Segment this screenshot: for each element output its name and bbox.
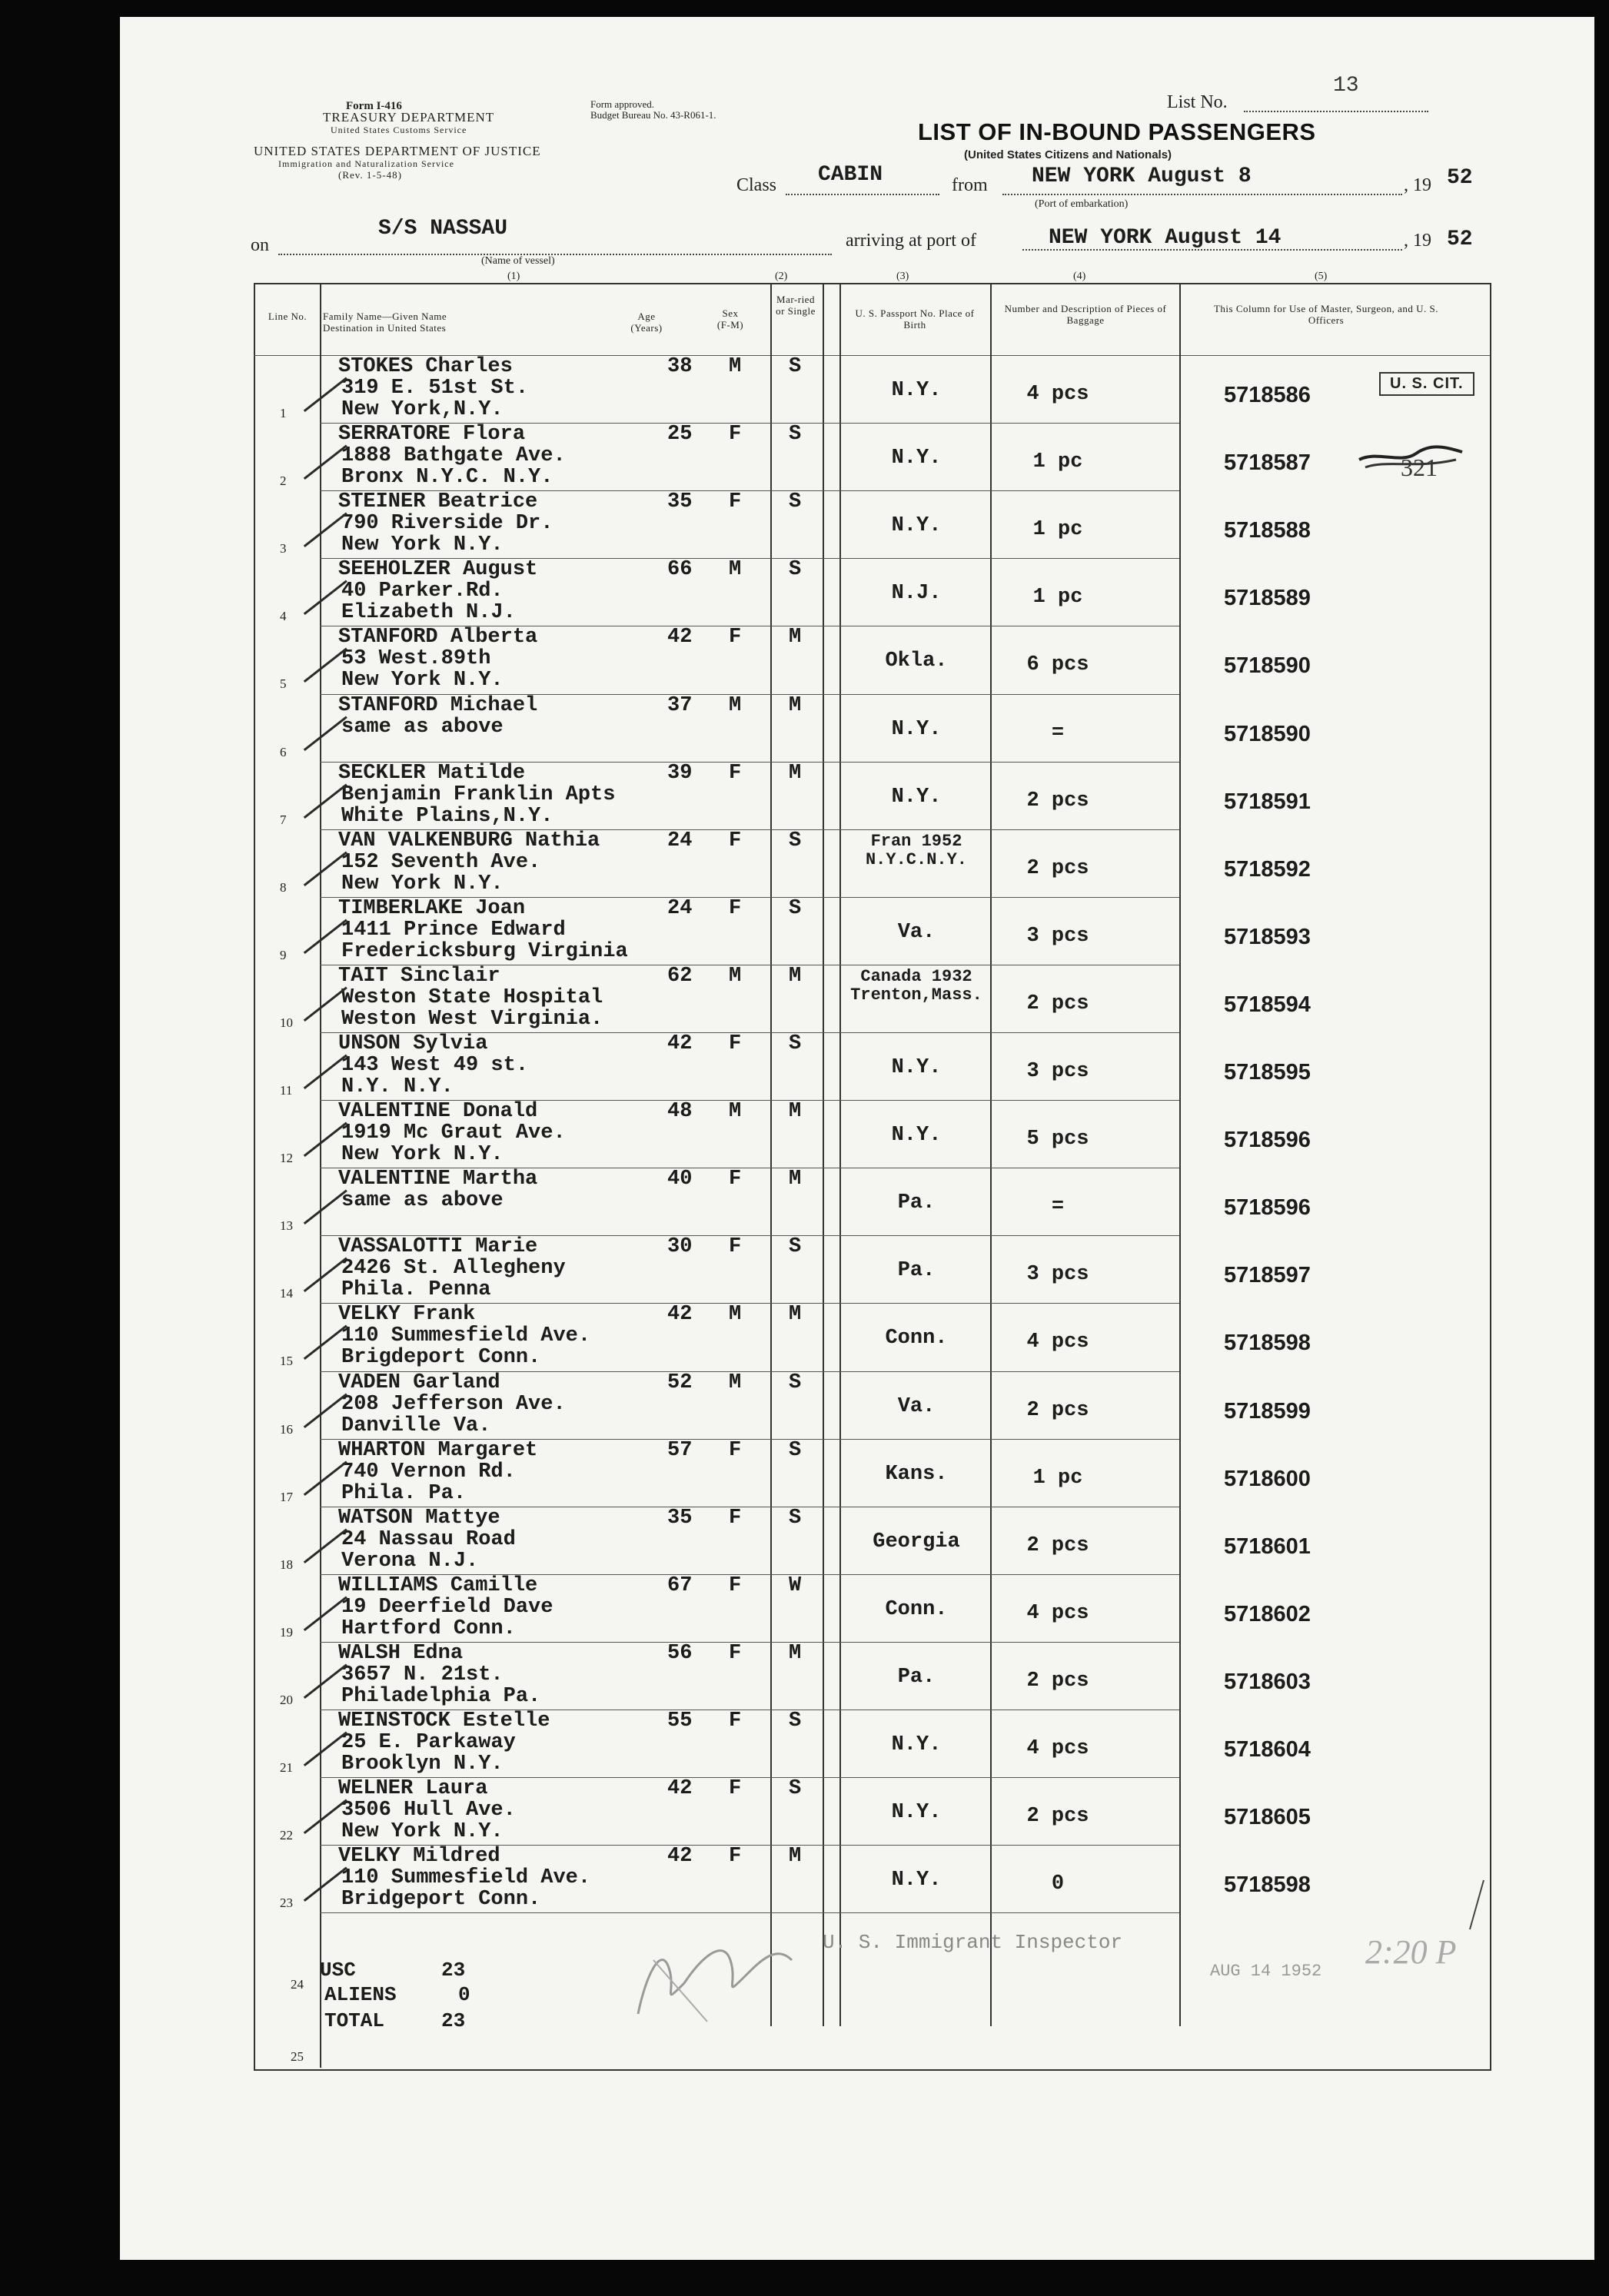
hdr-baggage: Number and Description of Pieces of Baggage	[1004, 303, 1167, 326]
age: 42	[667, 1303, 693, 1327]
hdr-passport: U. S. Passport No. Place of Birth	[855, 307, 975, 331]
address-city: New York N.Y.	[341, 872, 504, 895]
line-number: 21	[280, 1760, 293, 1775]
baggage: 1 pc	[1032, 518, 1083, 542]
baggage: =	[1051, 721, 1065, 745]
line-number: 18	[280, 1557, 293, 1572]
baggage: 3 pcs	[1026, 924, 1089, 948]
marital-status: S	[789, 829, 802, 852]
passenger-name: SEEHOLZER August	[338, 558, 538, 582]
baggage: 2 pcs	[1026, 789, 1089, 812]
marital-status: M	[789, 964, 802, 988]
year-value-2: 52	[1447, 228, 1473, 251]
official-number: 5718593	[1224, 924, 1311, 949]
hdr-married: Mar-ried or Single	[776, 294, 816, 317]
class-value: CABIN	[818, 163, 883, 187]
official-number: 5718598	[1224, 1331, 1311, 1356]
passenger-name: TAIT Sinclair	[338, 964, 500, 988]
age: 24	[667, 829, 693, 852]
baggage: 1 pc	[1032, 586, 1083, 610]
sex: F	[729, 490, 742, 514]
age: 35	[667, 490, 693, 514]
official-number: 5718604	[1224, 1737, 1311, 1762]
age: 66	[667, 558, 693, 582]
official-number: 5718590	[1224, 653, 1311, 679]
address-city: New York N.Y.	[341, 1143, 504, 1167]
age: 62	[667, 964, 693, 988]
baggage: 3 pcs	[1026, 1263, 1089, 1287]
official-number: 5718589	[1224, 586, 1311, 611]
line-number: 23	[280, 1896, 293, 1911]
official-number: 5718602	[1224, 1601, 1311, 1626]
address-street: same as above	[341, 715, 504, 739]
line-number: 4	[280, 609, 287, 624]
marital-status: S	[789, 1235, 802, 1259]
address-city: Phila. Penna	[341, 1278, 491, 1302]
place-of-birth: N.Y.	[891, 1869, 942, 1892]
passenger-name: VALENTINE Donald	[338, 1100, 538, 1124]
ins-service: Immigration and Naturalization Service	[278, 158, 454, 169]
line-number: 11	[280, 1083, 293, 1098]
address-street: 40 Parker.Rd.	[341, 580, 504, 603]
baggage: 5 pcs	[1026, 1128, 1089, 1151]
sex: F	[729, 626, 742, 650]
address-city: Hartford Conn.	[341, 1617, 516, 1640]
from-label: from	[952, 175, 988, 195]
marital-status: S	[789, 1506, 802, 1530]
official-number: 5718590	[1224, 721, 1311, 746]
line-number: 6	[280, 744, 287, 759]
list-number: 13	[1333, 74, 1359, 98]
sex: F	[729, 1438, 742, 1462]
place-of-birth: N.Y.	[891, 1801, 942, 1825]
address-street: 19 Deerfield Dave	[341, 1595, 554, 1619]
sex: M	[729, 558, 742, 582]
passenger-name: VELKY Mildred	[338, 1845, 500, 1869]
handwritten-time: 2:20 P	[1365, 1933, 1457, 1971]
line-number: 10	[280, 1015, 293, 1030]
baggage: 2 pcs	[1026, 1533, 1089, 1557]
line-number: 5	[280, 676, 287, 692]
address-street: 110 Summesfield Ave.	[341, 1866, 591, 1890]
passenger-name: SECKLER Matilde	[338, 761, 526, 785]
place-of-birth: Pa.	[897, 1259, 936, 1283]
baggage: 4 pcs	[1026, 1601, 1089, 1625]
sex: M	[729, 1303, 742, 1327]
marital-status: M	[789, 693, 802, 717]
address-city: N.Y. N.Y.	[341, 1075, 454, 1098]
col-num-4: (4)	[1073, 271, 1086, 282]
class-label: Class	[736, 175, 777, 195]
form-approved: Form approved.	[590, 98, 655, 110]
place-of-birth: N.Y.	[891, 379, 942, 402]
col-num-1: (1)	[507, 271, 520, 282]
vessel-label: (Name of vessel)	[481, 255, 555, 267]
sex: F	[729, 761, 742, 785]
age: 30	[667, 1235, 693, 1259]
marital-status: M	[789, 1100, 802, 1124]
sex: F	[729, 1845, 742, 1869]
age: 25	[667, 423, 693, 447]
address-street: same as above	[341, 1189, 504, 1213]
sex: F	[729, 1710, 742, 1733]
place-of-birth: N.J.	[891, 582, 942, 606]
passenger-name: WEINSTOCK Estelle	[338, 1710, 550, 1733]
from-value: NEW YORK August 8	[1032, 164, 1252, 188]
margin-checkmark	[1461, 1876, 1491, 1937]
place-of-birth: Canada 1932 Trenton,Mass.	[850, 966, 982, 1005]
address-street: 319 E. 51st St.	[341, 377, 529, 400]
address-city: New York N.Y.	[341, 533, 504, 557]
age: 40	[667, 1168, 693, 1191]
baggage: 6 pcs	[1026, 653, 1089, 677]
marital-status: M	[789, 626, 802, 650]
passenger-name: WHARTON Margaret	[338, 1438, 538, 1462]
marital-status: S	[789, 1032, 802, 1055]
address-street: 3506 Hull Ave.	[341, 1799, 516, 1823]
treasury-dept: TREASURY DEPARTMENT	[323, 110, 495, 125]
line-no-24: 24	[291, 1977, 304, 1992]
passenger-name: VALENTINE Martha	[338, 1168, 538, 1191]
line-number: 7	[280, 812, 287, 827]
marital-status: M	[789, 1303, 802, 1327]
baggage: 4 pcs	[1026, 1737, 1089, 1760]
marital-status: M	[789, 1845, 802, 1869]
marital-status: M	[789, 1168, 802, 1191]
line-number: 22	[280, 1828, 293, 1843]
line-number: 1	[280, 406, 287, 420]
place-of-birth: N.Y.	[891, 447, 942, 470]
total-label: TOTAL	[324, 2009, 385, 2032]
address-street: Weston State Hospital	[341, 985, 603, 1009]
marital-status: S	[789, 355, 802, 378]
total-count: 23	[441, 2009, 466, 2032]
sex: M	[729, 1100, 742, 1124]
line-number: 9	[280, 947, 287, 962]
hdr-sex: Sex (F-M)	[716, 307, 744, 331]
address-street: 25 E. Parkaway	[341, 1731, 516, 1754]
vessel-name: S/S NASSAU	[378, 217, 508, 241]
marital-status: S	[789, 423, 802, 447]
official-number: 5718601	[1224, 1533, 1311, 1559]
on-label: on	[251, 235, 269, 255]
age: 42	[667, 626, 693, 650]
official-number: 5718595	[1224, 1060, 1311, 1085]
place-of-birth: N.Y.	[891, 1124, 942, 1148]
line-number: 12	[280, 1151, 293, 1166]
age: 24	[667, 896, 693, 920]
marital-status: S	[789, 1438, 802, 1462]
official-number: 5718586	[1224, 383, 1311, 407]
line-number: 3	[280, 541, 287, 557]
age: 57	[667, 1438, 693, 1462]
line-number: 19	[280, 1624, 293, 1640]
revision: (Rev. 1-5-48)	[338, 169, 402, 181]
address-city: Phila. Pa.	[341, 1481, 467, 1505]
sex: F	[729, 896, 742, 920]
address-city: Danville Va.	[341, 1414, 491, 1437]
place-of-birth: Va.	[897, 920, 936, 944]
address-street: 152 Seventh Ave.	[341, 850, 541, 874]
place-of-birth: Fran 1952 N.Y.C.N.Y.	[865, 831, 968, 869]
official-number: 5718596	[1224, 1195, 1311, 1221]
address-street: 1888 Bathgate Ave.	[341, 444, 566, 468]
marital-status: S	[789, 1371, 802, 1394]
age: 56	[667, 1641, 693, 1665]
place-of-birth: Pa.	[897, 1191, 936, 1215]
address-street: 143 West 49 st.	[341, 1054, 529, 1077]
address-city: Bridgeport Conn.	[341, 1888, 541, 1912]
place-of-birth: N.Y.	[891, 785, 942, 809]
inspector-label: U. S. Immigrant Inspector	[823, 1931, 1123, 1954]
address-city: Verona N.J.	[341, 1549, 479, 1573]
page-title: LIST OF IN-BOUND PASSENGERS	[918, 118, 1316, 145]
official-number: 5718596	[1224, 1128, 1311, 1153]
place-of-birth: Pa.	[897, 1665, 936, 1689]
passenger-name: VADEN Garland	[338, 1371, 500, 1394]
aliens-count: 0	[458, 1983, 470, 2006]
sex: F	[729, 829, 742, 852]
sex: F	[729, 1777, 742, 1801]
passenger-name: VAN VALKENBURG Nathia	[338, 829, 600, 852]
passenger-name: STANFORD Alberta	[338, 626, 538, 650]
official-number: 5718600	[1224, 1466, 1311, 1491]
passenger-name: WATSON Mattye	[338, 1506, 500, 1530]
year-prefix-1: , 19	[1404, 175, 1431, 195]
year-prefix-2: , 19	[1404, 231, 1431, 251]
passenger-name: STANFORD Michael	[338, 693, 538, 717]
address-city: New York N.Y.	[341, 669, 504, 693]
date-stamp: AUG 14 1952	[1210, 1962, 1322, 1981]
baggage: =	[1051, 1195, 1065, 1219]
official-number: 5718605	[1224, 1805, 1311, 1830]
budget-bureau: Budget Bureau No. 43-R061-1.	[590, 109, 716, 121]
place-of-birth: Conn.	[885, 1327, 948, 1351]
place-of-birth: N.Y.	[891, 1056, 942, 1079]
hdr-name: Family Name—Given Name Destination in United States	[323, 311, 447, 334]
address-city: New York N.Y.	[341, 1820, 504, 1844]
age: 42	[667, 1845, 693, 1869]
marital-status: S	[789, 1777, 802, 1801]
address-street: Benjamin Franklin Apts	[341, 783, 616, 806]
arriving-value: NEW YORK August 14	[1049, 226, 1282, 250]
baggage: 0	[1051, 1872, 1065, 1896]
age: 67	[667, 1573, 693, 1597]
place-of-birth: N.Y.	[891, 514, 942, 538]
baggage: 1 pc	[1032, 450, 1083, 474]
address-city: Elizabeth N.J.	[341, 601, 516, 625]
inspector-signature	[615, 1914, 830, 2037]
line-number: 2	[280, 473, 287, 489]
place-of-birth: N.Y.	[891, 717, 942, 741]
aliens-label: ALIENS	[324, 1983, 397, 2006]
age: 52	[667, 1371, 693, 1394]
official-number: 5718592	[1224, 856, 1311, 882]
line-number: 15	[280, 1354, 293, 1369]
age: 39	[667, 761, 693, 785]
usc-label: USC	[320, 1959, 356, 1982]
passenger-name: WALSH Edna	[338, 1641, 464, 1665]
passenger-name: VELKY Frank	[338, 1303, 476, 1327]
hdr-age: Age (Years)	[630, 311, 663, 334]
scribble-mark	[1355, 437, 1470, 475]
col-num-3: (3)	[896, 271, 909, 282]
passenger-name: STEINER Beatrice	[338, 490, 538, 514]
address-city: Brigdeport Conn.	[341, 1346, 541, 1370]
place-of-birth: Va.	[897, 1394, 936, 1418]
address-street: 110 Summesfield Ave.	[341, 1324, 591, 1348]
list-no-label: List No.	[1167, 92, 1228, 112]
line-number: 20	[280, 1692, 293, 1707]
hdr-officers: This Column for Use of Master, Surgeon, and U. S. Officers	[1213, 303, 1439, 326]
official-number: 5718591	[1224, 789, 1311, 814]
official-number: 5718597	[1224, 1263, 1311, 1288]
line-number: 13	[280, 1218, 293, 1234]
marital-status: M	[789, 1641, 802, 1665]
age: 48	[667, 1100, 693, 1124]
place-of-birth: Conn.	[885, 1597, 948, 1621]
baggage: 2 pcs	[1026, 992, 1089, 1015]
passenger-name: VASSALOTTI Marie	[338, 1235, 538, 1259]
official-number: 5718594	[1224, 992, 1311, 1017]
address-city: Weston West Virginia.	[341, 1007, 603, 1031]
sex: F	[729, 1573, 742, 1597]
official-number: 5718603	[1224, 1669, 1311, 1694]
address-street: 2426 St. Allegheny	[341, 1257, 566, 1281]
sex: M	[729, 355, 742, 378]
baggage: 1 pc	[1032, 1466, 1083, 1490]
official-number: 5718588	[1224, 518, 1311, 543]
age: 42	[667, 1777, 693, 1801]
place-of-birth: Kans.	[885, 1462, 948, 1486]
marital-status: M	[789, 761, 802, 785]
handwritten-321: 321	[1401, 454, 1438, 481]
passenger-name: TIMBERLAKE Joan	[338, 896, 526, 920]
usc-count: 23	[441, 1959, 466, 1982]
passenger-name: WILLIAMS Camille	[338, 1573, 538, 1597]
official-number: 5718599	[1224, 1398, 1311, 1424]
address-city: Brooklyn N.Y.	[341, 1753, 504, 1776]
page-subtitle: (United States Citizens and Nationals)	[964, 148, 1172, 161]
sex: F	[729, 423, 742, 447]
baggage: 2 pcs	[1026, 1805, 1089, 1829]
baggage: 4 pcs	[1026, 1331, 1089, 1354]
customs-service: United States Customs Service	[331, 125, 467, 135]
col-num-5: (5)	[1315, 271, 1328, 282]
baggage: 4 pcs	[1026, 383, 1089, 406]
address-street: 24 Nassau Road	[341, 1527, 516, 1551]
line-number: 17	[280, 1489, 293, 1504]
hdr-line-no: Line No.	[268, 311, 308, 322]
sex: M	[729, 1371, 742, 1394]
official-number: 5718598	[1224, 1872, 1311, 1898]
passenger-name: STOKES Charles	[338, 355, 513, 378]
year-value-1: 52	[1447, 166, 1473, 190]
baggage: 2 pcs	[1026, 856, 1089, 880]
age: 38	[667, 355, 693, 378]
address-street: 1411 Prince Edward	[341, 918, 566, 942]
line-number: 8	[280, 879, 287, 895]
address-city: Bronx N.Y.C. N.Y.	[341, 466, 554, 490]
address-city: Philadelphia Pa.	[341, 1684, 541, 1708]
marital-status: S	[789, 896, 802, 920]
sex: M	[729, 693, 742, 717]
sex: M	[729, 964, 742, 988]
line-number: 14	[280, 1286, 293, 1301]
line-number: 16	[280, 1421, 293, 1437]
arriving-label: arriving at port of	[846, 231, 976, 251]
sex: F	[729, 1168, 742, 1191]
place-of-birth: Okla.	[885, 650, 948, 673]
baggage: 2 pcs	[1026, 1669, 1089, 1693]
age: 37	[667, 693, 693, 717]
sex: F	[729, 1506, 742, 1530]
sex: F	[729, 1235, 742, 1259]
marital-status: S	[789, 490, 802, 514]
age: 55	[667, 1710, 693, 1733]
age: 35	[667, 1506, 693, 1530]
official-number: 5718587	[1224, 450, 1311, 476]
address-city: White Plains,N.Y.	[341, 804, 554, 828]
marital-status: S	[789, 558, 802, 582]
passenger-name: WELNER Laura	[338, 1777, 488, 1801]
col-num-2: (2)	[775, 271, 788, 282]
sex: F	[729, 1032, 742, 1055]
baggage: 2 pcs	[1026, 1398, 1089, 1422]
place-of-birth: Georgia	[873, 1530, 960, 1553]
passenger-name: SERRATORE Flora	[338, 423, 526, 447]
us-cit-stamp: U. S. CIT.	[1379, 372, 1474, 396]
marital-status: S	[789, 1710, 802, 1733]
form-number: Form I-416	[346, 100, 402, 112]
passenger-name: UNSON Sylvia	[338, 1032, 488, 1055]
port-embark-label: (Port of embarkation)	[1035, 198, 1129, 210]
address-street: 3657 N. 21st.	[341, 1663, 504, 1686]
sex: F	[729, 1641, 742, 1665]
age: 42	[667, 1032, 693, 1055]
address-street: 1919 Mc Graut Ave.	[341, 1121, 566, 1145]
line-no-25: 25	[291, 2049, 304, 2064]
address-street: 740 Vernon Rd.	[341, 1460, 516, 1484]
address-street: 208 Jefferson Ave.	[341, 1392, 566, 1416]
address-city: New York,N.Y.	[341, 398, 504, 421]
address-street: 790 Riverside Dr.	[341, 512, 554, 536]
baggage: 3 pcs	[1026, 1060, 1089, 1083]
justice-dept: UNITED STATES DEPARTMENT OF JUSTICE	[254, 144, 541, 158]
place-of-birth: N.Y.	[891, 1733, 942, 1756]
address-city: Fredericksburg Virginia	[341, 939, 628, 963]
marital-status: W	[789, 1573, 802, 1597]
address-street: 53 West.89th	[341, 647, 491, 671]
